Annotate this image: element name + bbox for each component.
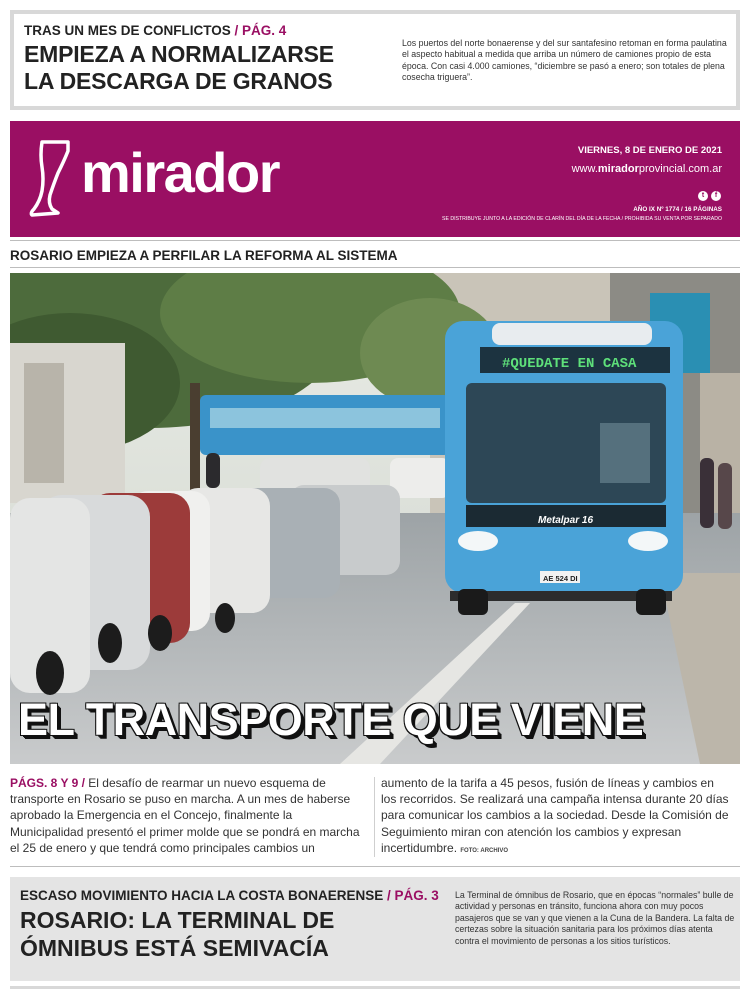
site-url[interactable] xyxy=(572,163,722,175)
story-text-2: aumento de la tarifa a 45 pesos, fusión de líneas y cambios en los recorridos. Se realizará una campaña intensa durante 20 días para comunicar los cambios a la sociedad. Desde la Comisión de Seguimiento miran con atención los cambios y expresan incertidumbre. xyxy=(381,776,729,855)
issue-info: AÑO IX Nº 1774 / 16 PÁGINAS xyxy=(633,206,722,213)
social-links xyxy=(698,191,721,201)
story-page-ref[interactable]: PÁGS. 8 Y 9 / xyxy=(10,776,85,790)
top-teaser-panel xyxy=(14,14,736,106)
facebook-icon[interactable]: f xyxy=(711,191,721,201)
bottom-teaser-headline-line2: ÓMNIBUS ESTÁ SEMIVACÍA xyxy=(20,935,329,961)
divider xyxy=(10,866,740,867)
column-divider xyxy=(374,777,375,857)
bottom-teaser-page-sep: / xyxy=(383,888,395,903)
top-teaser[interactable] xyxy=(10,10,740,110)
top-teaser-headline[interactable] xyxy=(24,41,334,95)
bottom-teaser-kicker: ESCASO MOVIMIENTO HACIA LA COSTA BONAERENSE / PÁG. 3 xyxy=(20,888,439,903)
main-kicker: ROSARIO EMPIEZA A PERFILAR LA REFORMA AL SISTEMA xyxy=(10,248,398,263)
top-teaser-page-ref: PÁG. 4 xyxy=(242,23,287,38)
bottom-teaser-headline[interactable] xyxy=(20,906,334,962)
twitter-icon[interactable]: t xyxy=(698,191,708,201)
url-suffix: provincial.com.ar xyxy=(638,163,722,175)
bottom-teaser[interactable] xyxy=(10,877,740,981)
top-teaser-headline-line2: LA DESCARGA DE GRANOS xyxy=(24,68,333,94)
leg-logo-icon xyxy=(28,139,76,219)
divider xyxy=(10,240,740,241)
top-teaser-kicker: TRAS UN MES DE CONFLICTOS / PÁG. 4 xyxy=(24,23,287,38)
bottom-teaser-page-ref: PÁG. 3 xyxy=(394,888,439,903)
url-prefix: www. xyxy=(571,163,598,175)
story-text-1: El desafío de rearmar un nuevo esquema de transporte en Rosario se puso en marcha. A un mes de haberse aprobado la Emergencia en el Concejo, finalmente la Municipalidad presentó el primer molde que se pondrá en marcha el 25 de enero y que tendrá como principales cambios un xyxy=(10,776,360,855)
edition-date: VIERNES, 8 DE ENERO DE 2021 xyxy=(577,145,722,156)
photo-credit: FOTO: ARCHIVO xyxy=(460,847,509,854)
bus-destination-sign: #QUEDATE EN CASA xyxy=(502,356,637,372)
divider xyxy=(10,267,740,268)
logo-wordmark[interactable]: mirador xyxy=(81,141,279,204)
main-photo[interactable] xyxy=(10,273,740,764)
main-story-body xyxy=(10,775,740,860)
top-teaser-summary: Los puertos del norte bonaerense y del sur santafesino retoman en forma paulatina el aspecto habitual a medida que arriba un número de camiones propio de esta época. Con casi 4.000 camiones, “diciembre se pasó a enero; son totales de plena cosecha triguera”. xyxy=(402,38,727,83)
top-teaser-page-sep: / xyxy=(230,23,243,38)
url-brand: mirador xyxy=(597,163,639,175)
bottom-teaser-summary: La Terminal de ómnibus de Rosario, que en épocas “normales” bulle de actividad y personas en tránsito, funciona ahora con muy pocos pasajeros que se van y que vienen a la Cuna de la Bandera. La falta de certezas sobre la situación sanitaria para los próximos días atenta contra el movimiento de personas a los sitios turísticos. xyxy=(455,890,735,946)
top-teaser-headline-line1: EMPIEZA A NORMALIZARSE xyxy=(24,41,334,67)
bottom-teaser-headline-line1: ROSARIO: LA TERMINAL DE xyxy=(20,907,335,933)
bottom-rule xyxy=(10,986,740,989)
distribution-note: SE DISTRIBUYE JUNTO A LA EDICIÓN DE CLARÍN DEL DÍA DE LA FECHA / PROHIBIDA SU VENTA POR SEPARADO xyxy=(441,216,722,222)
story-column-2 xyxy=(381,775,731,859)
masthead xyxy=(10,121,740,237)
bus-plate: AE 524 DI xyxy=(543,574,578,583)
main-headline[interactable]: EL TRANSPORTE QUE VIENE xyxy=(18,694,644,745)
bus-model-label: Metalpar 16 xyxy=(538,515,594,526)
story-column-1 xyxy=(10,775,366,856)
